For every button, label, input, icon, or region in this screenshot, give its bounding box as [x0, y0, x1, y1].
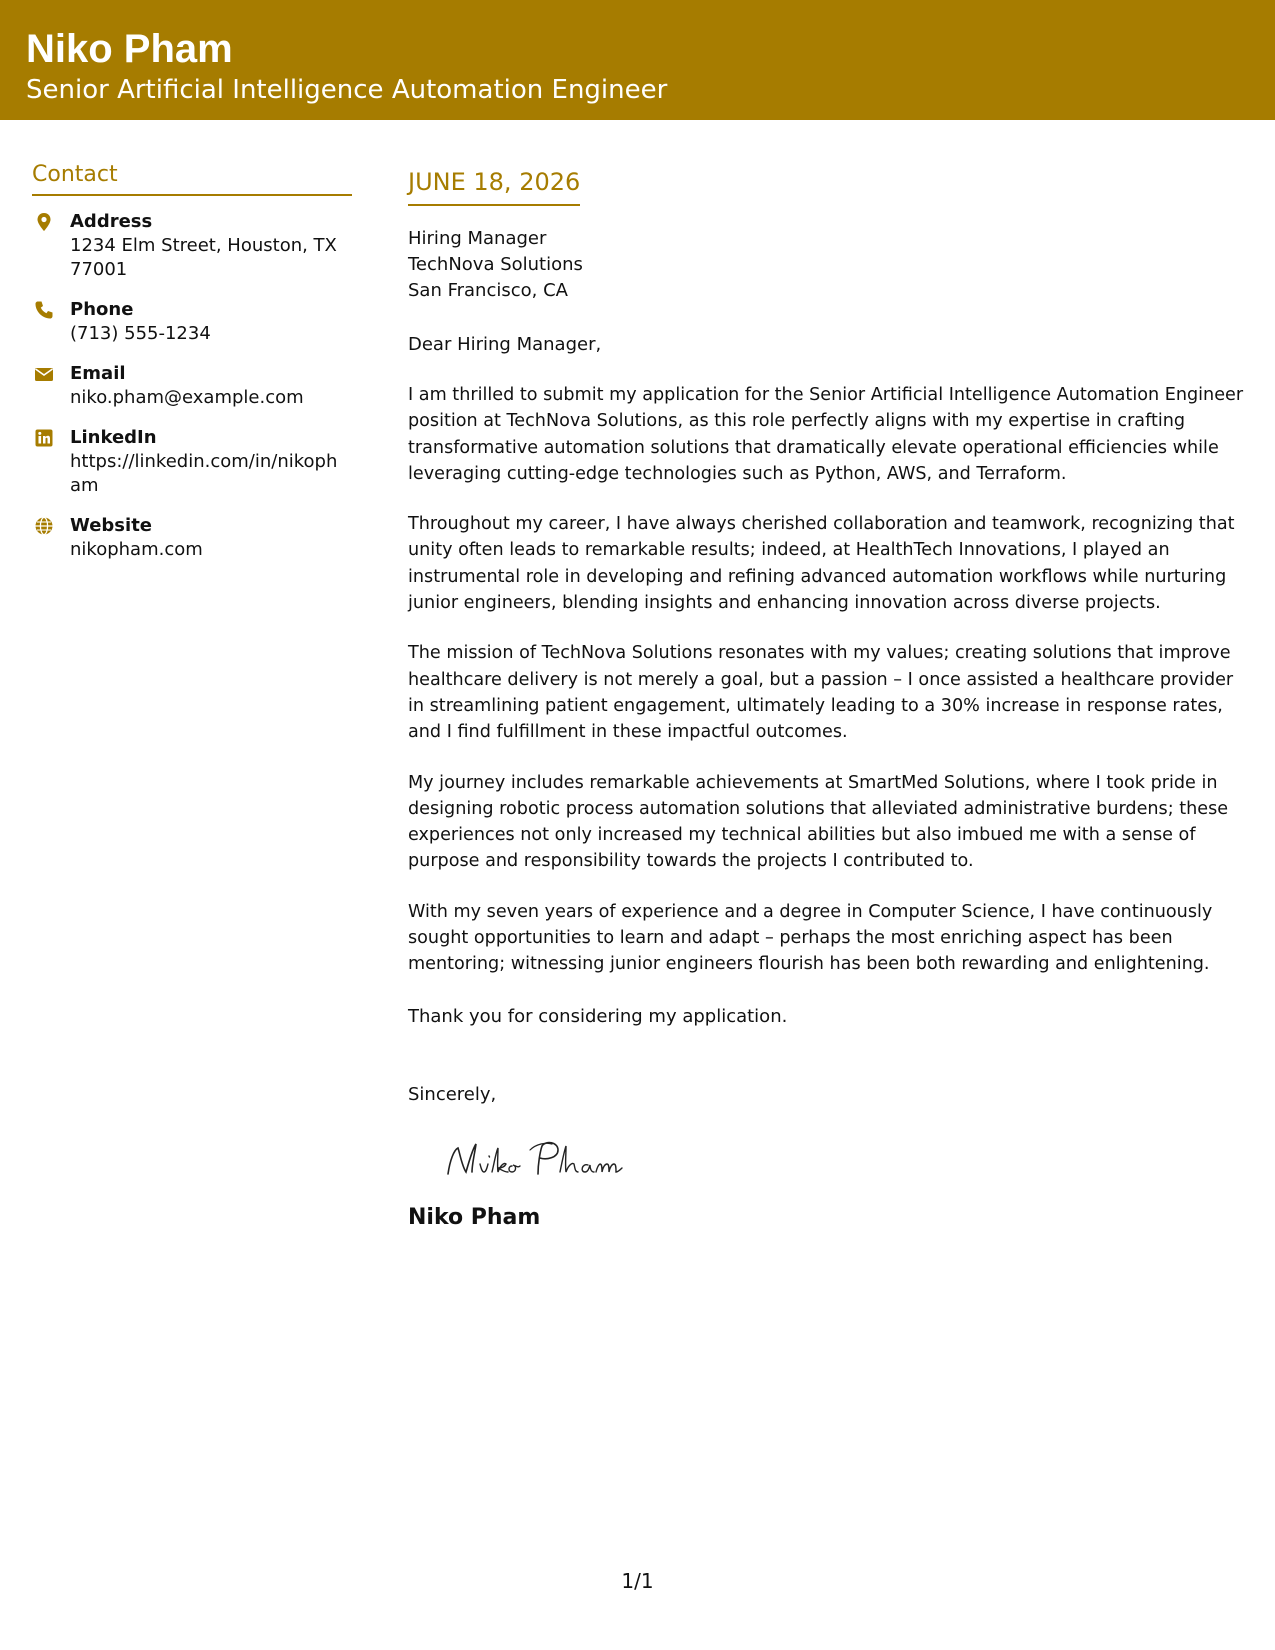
linkedin-label: LinkedIn	[70, 427, 157, 448]
email-label: Email	[70, 363, 126, 384]
contact-sidebar	[32, 160, 352, 578]
website-label: Website	[70, 515, 153, 536]
website-value[interactable]: nikopham.com	[70, 539, 203, 560]
header-banner	[0, 0, 1275, 120]
applicant-title: Senior Artificial Intelligence Automation Engineer	[26, 75, 668, 105]
contact-address	[32, 210, 352, 282]
linkedin-value[interactable]: https://linkedin.com/in/nikopham	[70, 451, 338, 496]
contact-linkedin	[32, 426, 352, 498]
greeting: Dear Hiring Manager,	[408, 334, 602, 355]
paragraph: My journey includes remarkable achievements at SmartMed Solutions, where I took pride in designing robotic process automation solutions that alleviated administrative burdens; these experiences not only increased my technical abilities but also imbued me with a sense of purpose and responsibility towards the projects I contributed to.	[408, 772, 1229, 872]
closing-line: Thank you for considering my application.	[408, 1005, 788, 1027]
contact-email	[32, 362, 352, 410]
phone-label: Phone	[70, 299, 134, 320]
envelope-icon	[34, 364, 54, 384]
phone-value: (713) 555-1234	[70, 323, 211, 344]
paragraph: The mission of TechNova Solutions resonates with my values; creating solutions that improve healthcare delivery is not merely a goal, but a passion – I once assisted a healthcare provider in streamlining patient engagement, ultimately leading to a 30% increase in response rates, and I find fulfillment in these impactful outcomes.	[408, 643, 1234, 743]
address-label: Address	[70, 211, 153, 232]
paragraph: I am thrilled to submit my application for the Senior Artificial Intelligence Automation Engineer position at TechNova Solutions, as this role perfectly aligns with my expertise in crafting transformative automation solutions that dramatically elevate operational efficiencies while leveraging cutting-edge technologies such as Python, AWS, and Terraform.	[408, 385, 1244, 484]
contact-phone	[32, 298, 352, 346]
paragraph: With my seven years of experience and a degree in Computer Science, I have continuously sought opportunities to learn and adapt – perhaps the most enriching aspect has been mentoring; witnessing junior engineers flourish has been both rewarding and enlightening.	[408, 901, 1213, 975]
recipient-line: San Francisco, CA	[408, 280, 568, 301]
letter-date: JUNE 18, 2026	[408, 166, 580, 206]
signer-name: Niko Pham	[408, 1204, 541, 1230]
recipient-line: Hiring Manager	[408, 228, 547, 249]
contact-heading: Contact	[32, 160, 352, 196]
sign-off: Sincerely,	[408, 1083, 497, 1105]
contact-website	[32, 514, 352, 562]
email-value: niko.pham@example.com	[70, 387, 304, 408]
handwritten-signature	[442, 1130, 642, 1190]
page-number: 1/1	[621, 1569, 654, 1593]
applicant-name: Niko Pham	[26, 27, 233, 71]
recipient-block	[408, 226, 1248, 304]
linkedin-icon	[34, 428, 54, 448]
address-value: 1234 Elm Street, Houston, TX 77001	[70, 235, 337, 280]
phone-icon	[34, 300, 54, 320]
recipient-line: TechNova Solutions	[408, 254, 583, 275]
globe-icon	[34, 516, 54, 536]
map-pin-icon	[34, 212, 54, 232]
letter-body	[408, 166, 1248, 1233]
paragraph: Throughout my career, I have always cherished collaboration and teamwork, recognizing that unity often leads to remarkable results; indeed, at HealthTech Innovations, I played an instrumental role in developing and refining advanced automation workflows while nurturing junior engineers, blending insights and enhancing innovation across diverse projects.	[408, 514, 1235, 614]
